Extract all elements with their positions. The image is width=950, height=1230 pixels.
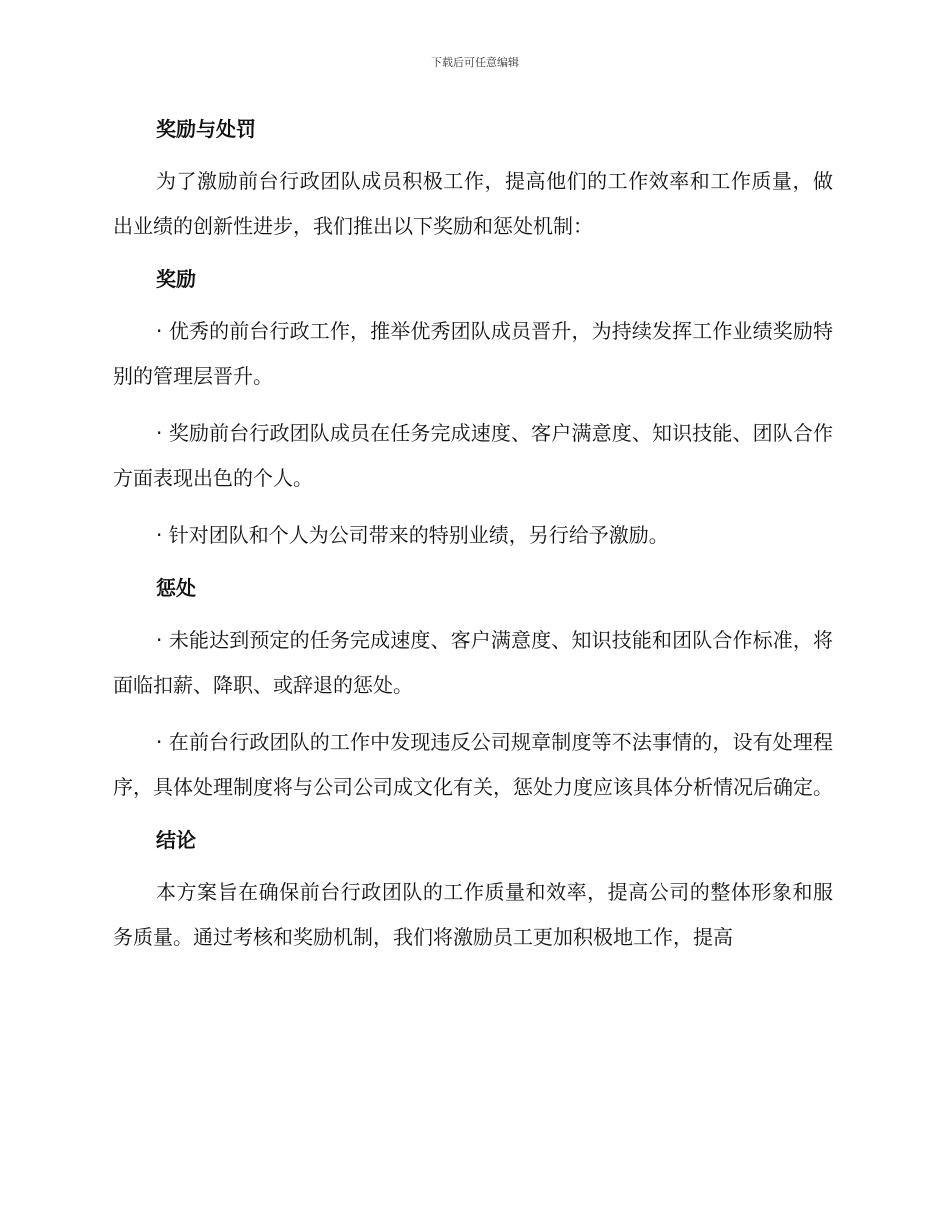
intro-paragraph: 为了激励前台行政团队成员积极工作，提高他们的工作效率和工作质量，做出业绩的创新性进步，我们推出以下奖励和惩处机制： (113, 169, 833, 238)
reward-item: · 优秀的前台行政工作，推举优秀团队成员晋升，为持续发挥工作业绩奖励特别的管理层晋升。 (113, 319, 833, 388)
document-body (113, 110, 833, 960)
section-title-conclusion: 结论 (156, 828, 196, 852)
section-title-rewards-penalties: 奖励与处罚 (156, 117, 256, 141)
conclusion-paragraph: 本方案旨在确保前台行政团队的工作质量和效率，提高公司的整体形象和服务质量。通过考核和奖励机制，我们将激励员工更加积极地工作，提高 (113, 880, 833, 949)
section-title-rewards: 奖励 (156, 267, 196, 291)
header-note: 下载后可任意编辑 (431, 56, 519, 69)
penalty-item: · 在前台行政团队的工作中发现违反公司规章制度等不法事情的，设有处理程序，具体处理制度将与公司公司成文化有关，惩处力度应该具体分析情况后确定。 (113, 730, 833, 799)
reward-item: · 针对团队和个人为公司带来的特别业绩，另行给予激励。 (156, 523, 669, 547)
reward-item: · 奖励前台行政团队成员在任务完成速度、客户满意度、知识技能、团队合作方面表现出色的个人。 (113, 421, 833, 490)
section-title-penalties: 惩处 (156, 576, 196, 600)
penalty-item: · 未能达到预定的任务完成速度、客户满意度、知识技能和团队合作标准，将面临扣薪、降职、或辞退的惩处。 (113, 628, 833, 697)
